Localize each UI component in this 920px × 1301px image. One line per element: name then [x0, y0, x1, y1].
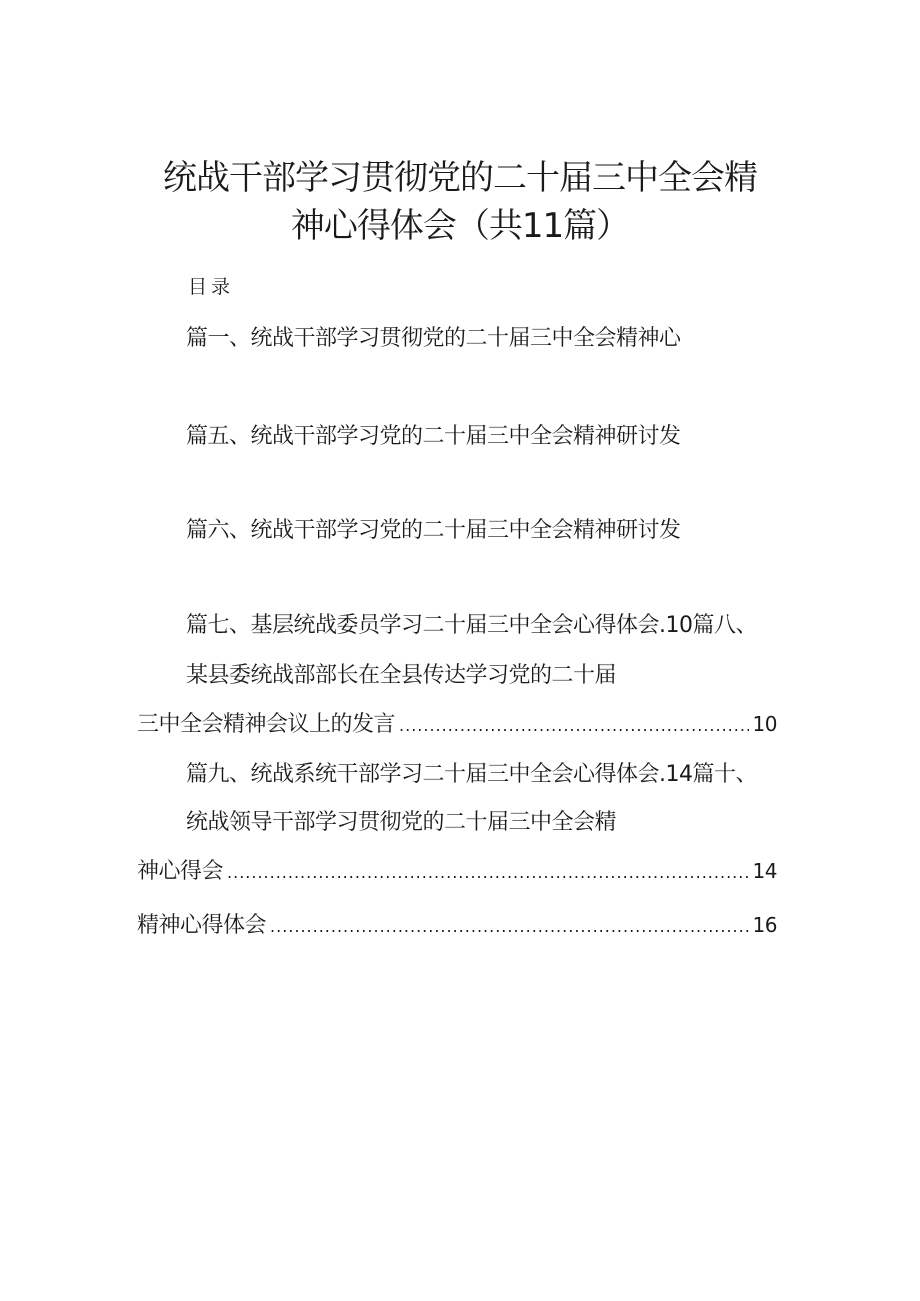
- toc-entry-5[interactable]: 篇五、统战干部学习党的二十届三中全会精神研讨发: [186, 424, 681, 449]
- toc-leader-dots: [270, 917, 749, 936]
- toc-entry-10-continued[interactable]: 统战领导干部学习贯彻党的二十届三中全会精: [186, 810, 617, 835]
- toc-leader-dots: [399, 716, 749, 735]
- toc-entry-11[interactable]: [137, 908, 777, 939]
- toc-heading: 目录: [188, 276, 235, 298]
- toc-entry-text: 精神心得体会: [137, 913, 267, 938]
- toc-leader-dots: [227, 863, 749, 882]
- toc-entry-text: 神心得会: [137, 859, 224, 884]
- toc-page-number: 14: [752, 859, 777, 883]
- toc-entry-8-continued[interactable]: 某县委统战部部长在全县传达学习党的二十届: [186, 663, 617, 688]
- toc-entry-7-8[interactable]: 篇七、基层统战委员学习二十届三中全会心得体会.10篇八、: [186, 613, 757, 638]
- toc-page-number: 16: [752, 913, 777, 937]
- toc-page-number: 10: [752, 712, 777, 736]
- toc-entry-6[interactable]: 篇六、统战干部学习党的二十届三中全会精神研讨发: [186, 518, 681, 543]
- toc-entry-10-final[interactable]: [137, 854, 777, 885]
- toc-entry-text: 三中全会精神会议上的发言: [137, 712, 396, 737]
- toc-entry-9-10[interactable]: 篇九、统战系统干部学习二十届三中全会心得体会.14篇十、: [186, 762, 757, 787]
- toc-entry-1[interactable]: 篇一、统战干部学习贯彻党的二十届三中全会精神心: [186, 326, 681, 351]
- document-title-line-1: 统战干部学习贯彻党的二十届三中全会精: [163, 158, 757, 198]
- toc-entry-8-final[interactable]: [137, 707, 777, 738]
- document-title-line-2: 神心得体会（共11篇）: [290, 206, 630, 246]
